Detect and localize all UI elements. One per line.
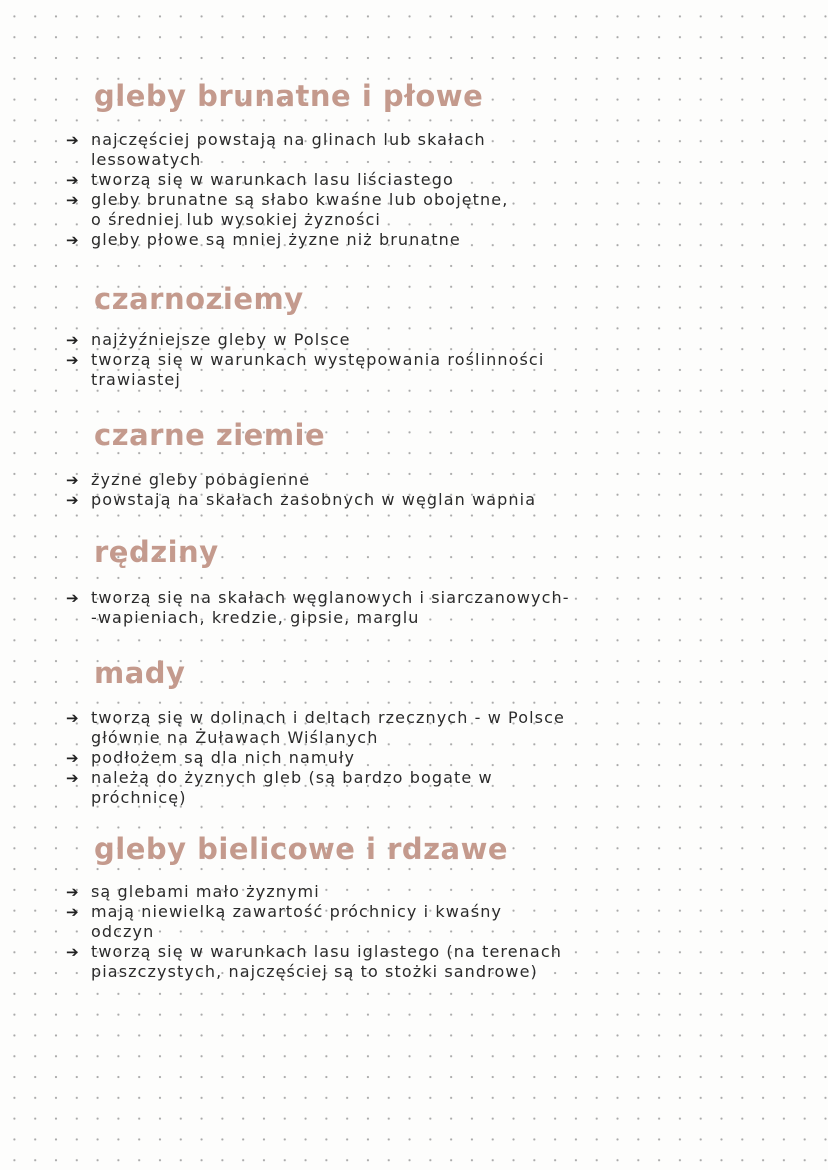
list-item: ➔ tworzą się na skałach węglanowych i siarczanowych- -wapieniach, kredzie, gipsie, marglu (66, 588, 570, 627)
list-item: ➔ gleby brunatne są słabo kwaśne lub obojętne, o średniej lub wysokiej żyzności (66, 190, 509, 229)
list-item: ➔ żyzne gleby pobagienne (66, 470, 311, 489)
bullet-list (66, 708, 565, 808)
list-item: ➔ gleby płowe są mniej żyzne niż brunatne (66, 230, 461, 249)
list-item: ➔ mają niewielką zawartość próchnicy i kwaśny odczyn (66, 902, 503, 941)
arrow-right-icon: ➔ (66, 903, 80, 921)
arrow-right-icon: ➔ (66, 709, 80, 727)
list-item: ➔ tworzą się w warunkach lasu iglastego (na terenach piaszczystych, najczęściej są to stożki sandrowe) (66, 942, 562, 981)
section-heading: mady (94, 656, 186, 690)
section-heading: gleby bielicowe i rdzawe (94, 832, 509, 866)
arrow-right-icon: ➔ (66, 749, 80, 767)
list-item: ➔ podłożem są dla nich namuły (66, 748, 356, 767)
arrow-right-icon: ➔ (66, 589, 80, 607)
arrow-right-icon: ➔ (66, 491, 80, 509)
arrow-right-icon: ➔ (66, 351, 80, 369)
list-item: ➔ należą do żyznych gleb (są bardzo bogate w próchnicę) (66, 768, 493, 807)
list-item: ➔ tworzą się w warunkach lasu liściastego (66, 170, 454, 189)
arrow-right-icon: ➔ (66, 331, 80, 349)
section-heading: czarne ziemie (94, 418, 326, 452)
arrow-right-icon: ➔ (66, 471, 80, 489)
section-heading: rędziny (94, 535, 219, 569)
list-item: ➔ tworzą się w warunkach występowania roślinności trawiastej (66, 350, 545, 389)
arrow-right-icon: ➔ (66, 191, 80, 209)
section-heading: czarnoziemy (94, 282, 304, 316)
bullet-list (66, 130, 508, 250)
bullet-list (66, 470, 536, 510)
list-item: ➔ tworzą się w dolinach i deltach rzecznych - w Polsce głównie na Żuławach Wiślanych (66, 708, 565, 747)
bullet-list (66, 882, 562, 982)
section-heading: gleby brunatne i płowe (94, 79, 484, 113)
bullet-list (66, 588, 570, 628)
bullet-list (66, 330, 544, 390)
arrow-right-icon: ➔ (66, 131, 80, 149)
arrow-right-icon: ➔ (66, 171, 80, 189)
arrow-right-icon: ➔ (66, 231, 80, 249)
arrow-right-icon: ➔ (66, 769, 80, 787)
list-item: ➔ najczęściej powstają na glinach lub skałach lessowatych (66, 130, 486, 169)
list-item: ➔ są glebami mało żyznymi (66, 882, 320, 901)
arrow-right-icon: ➔ (66, 943, 80, 961)
arrow-right-icon: ➔ (66, 883, 80, 901)
list-item: ➔ powstają na skałach zasobnych w węglan wapnia (66, 490, 537, 509)
list-item: ➔ najżyźniejsze gleby w Polsce (66, 330, 351, 349)
